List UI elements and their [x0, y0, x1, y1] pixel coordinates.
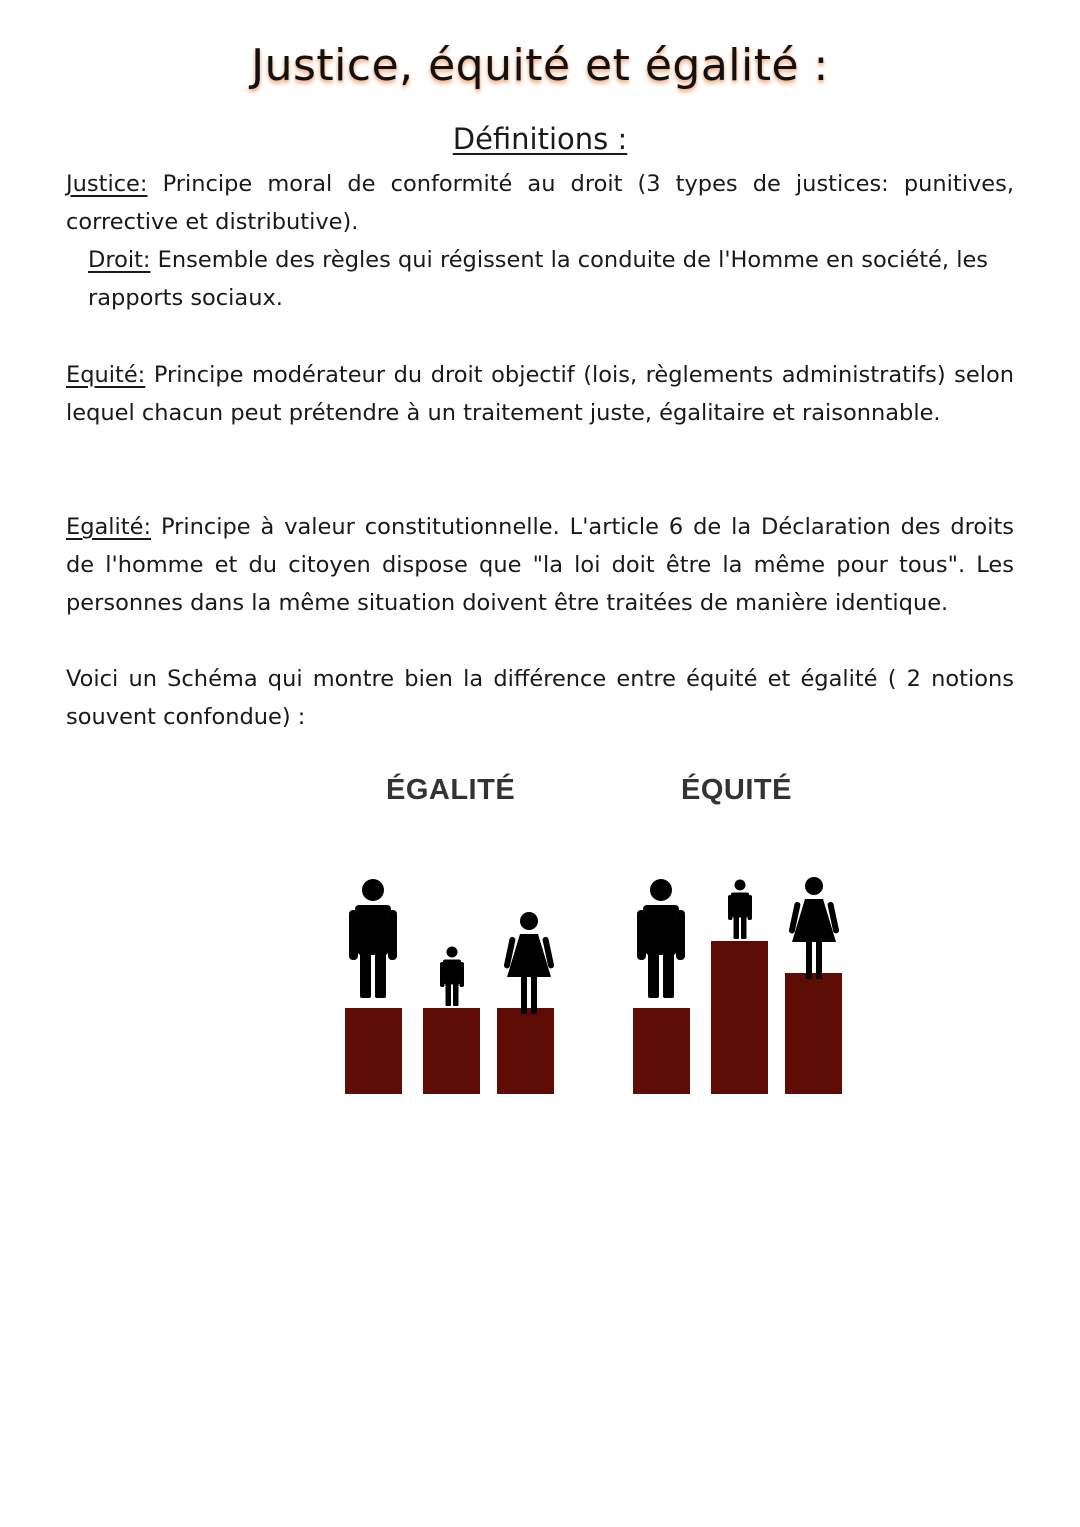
pedestal [497, 1008, 554, 1094]
term-egalite: Egalité: [66, 514, 152, 540]
diagram-label-egalite: ÉGALITÉ [386, 774, 516, 806]
page-title: Justice, équité et égalité : [251, 40, 829, 91]
term-justice: Justice: [66, 171, 148, 197]
pedestal [633, 1008, 690, 1094]
child-figure-icon [728, 880, 752, 940]
equite-group [633, 877, 842, 1094]
man-figure-icon [349, 879, 397, 998]
man-figure-icon [637, 879, 685, 998]
term-equite: Equité: [66, 362, 146, 388]
definition-egalite-text: Principe à valeur constitutionnelle. L'article 6 de la Déclaration des droits de l'homme et du citoyen dispose que "la loi doit être la même pour tous". Les personnes dans la même situation doivent être traitées de manière identique. [66, 514, 1014, 616]
pedestal [785, 973, 842, 1094]
definition-droit [88, 241, 1014, 317]
definition-equite-text: Principe modérateur du droit objectif (lois, règlements administratifs) selon lequel chacun peut prétendre à un traitement juste, égalitaire et raisonnable. [66, 362, 1014, 426]
definition-justice [66, 165, 1014, 241]
pedestal [423, 1008, 480, 1094]
schema-intro: Voici un Schéma qui montre bien la différence entre équité et égalité ( 2 notions souvent confondue) : [66, 666, 1014, 730]
diagram-label-equite: ÉQUITÉ [681, 774, 792, 806]
pedestal [711, 941, 768, 1094]
child-figure-icon [440, 947, 464, 1007]
egalite-group [345, 879, 555, 1094]
term-droit: Droit: [88, 247, 151, 273]
definition-equite [66, 356, 1014, 432]
definition-egalite [66, 508, 1014, 622]
pedestal [345, 1008, 402, 1094]
definition-justice-text: Principe moral de conformité au droit (3 types de justices: punitives, corrective et distributive). [66, 171, 1014, 235]
woman-figure-icon [503, 912, 554, 1014]
woman-figure-icon [788, 877, 839, 979]
section-subtitle: Définitions : [452, 122, 628, 156]
definition-droit-text: Ensemble des règles qui régissent la conduite de l'Homme en société, les rapports sociaux. [88, 247, 989, 311]
